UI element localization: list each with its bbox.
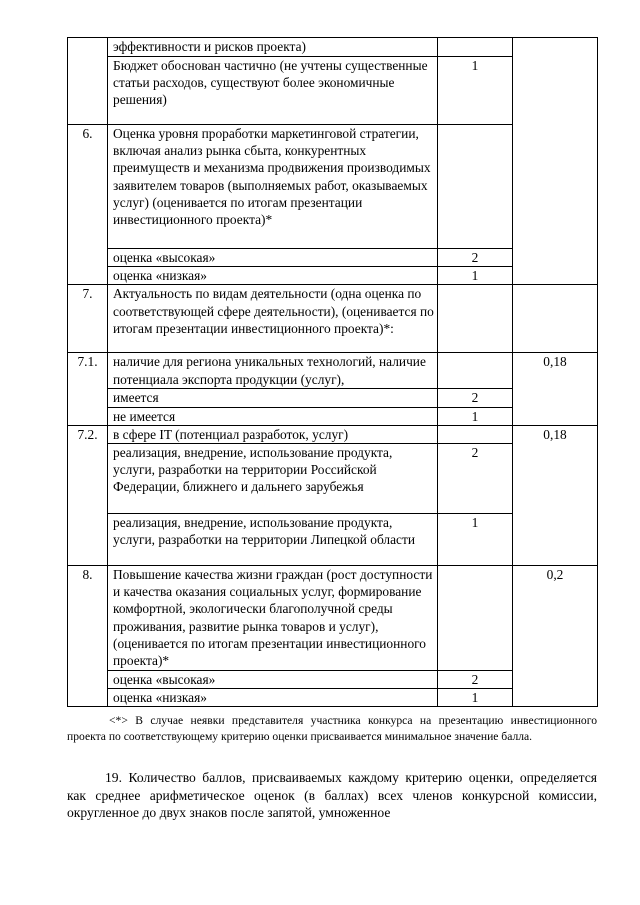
table-row bbox=[68, 566, 598, 671]
score-cell bbox=[438, 353, 513, 389]
weight-value: 0,2 bbox=[513, 566, 598, 707]
score-cell bbox=[438, 125, 513, 249]
criterion-text: реализация, внедрение, использование продукта, услуги, разработки на территории Российской Федерации, ближнего и дальнего зарубежья bbox=[108, 444, 438, 514]
criterion-text: реализация, внедрение, использование продукта, услуги, разработки на территории Липецкой области bbox=[108, 514, 438, 566]
row-number: 7. bbox=[68, 285, 108, 353]
score-cell: 1 bbox=[438, 689, 513, 707]
row-number: 7.2. bbox=[68, 425, 108, 565]
footnote-text: <*> В случае неявки представителя участника конкурса на презентацию инвестиционного проекта по соответствующему критерию оценки присваивается минимальное значение балла. bbox=[67, 714, 597, 743]
score-cell bbox=[438, 566, 513, 671]
table-row bbox=[68, 425, 598, 443]
weight-value: 0,18 bbox=[513, 425, 598, 565]
table-row bbox=[68, 353, 598, 389]
criterion-text: Оценка уровня проработки маркетинговой стратегии, включая анализ рынка сбыта, конкурентных преимуществ и механизма продвижения производимых заявителем товаров (выполняемых работ, оказываемых услуг) (оценивается по итогам презентации инвестиционного проекта)* bbox=[108, 125, 438, 249]
criterion-text: оценка «низкая» bbox=[108, 267, 438, 285]
score-cell: 2 bbox=[438, 444, 513, 514]
score-cell: 2 bbox=[438, 389, 513, 407]
weight-value: 0,18 bbox=[513, 353, 598, 425]
criterion-text: Актуальность по видам деятельности (одна оценка по соответствующей сфере деятельности), (оценивается по итогам презентации инвестиционного проекта)*: bbox=[108, 285, 438, 353]
score-cell bbox=[438, 425, 513, 443]
criterion-text: оценка «высокая» bbox=[108, 249, 438, 267]
criterion-text: в сфере IT (потенциал разработок, услуг) bbox=[108, 425, 438, 443]
criterion-text: наличие для региона уникальных технологий, наличие потенциала экспорта продукции (услуг), bbox=[108, 353, 438, 389]
weight-cell bbox=[513, 38, 598, 285]
row-number-cell bbox=[68, 38, 108, 125]
footnote bbox=[67, 713, 597, 745]
table-row bbox=[68, 285, 598, 353]
row-number: 8. bbox=[68, 566, 108, 707]
score-cell: 1 bbox=[438, 57, 513, 125]
criterion-text: эффективности и рисков проекта) bbox=[108, 38, 438, 57]
criterion-text: Бюджет обоснован частично (не учтены существенные статьи расходов, существуют более экономичные решения) bbox=[108, 57, 438, 125]
body-paragraph: 19. Количество баллов, присваиваемых каждому критерию оценки, определяется как среднее арифметическое оценок (в баллах) всех членов конкурсной комиссии, округленное до двух знаков после запятой, умноженное bbox=[67, 770, 597, 821]
criterion-text: оценка «высокая» bbox=[108, 671, 438, 689]
score-cell: 1 bbox=[438, 407, 513, 425]
row-number: 6. bbox=[68, 125, 108, 285]
criteria-table bbox=[67, 37, 598, 707]
criterion-text: оценка «низкая» bbox=[108, 689, 438, 707]
criterion-text: Повышение качества жизни граждан (рост доступности и качества оказания социальных услуг, формирование комфортной, экологически благополучной среды проживания, развитие рынка товаров и услуг), (оценивается по итогам презентации инвестиционного проекта)* bbox=[108, 566, 438, 671]
score-cell bbox=[438, 38, 513, 57]
table-row bbox=[68, 38, 598, 57]
score-cell: 2 bbox=[438, 249, 513, 267]
score-cell: 1 bbox=[438, 514, 513, 566]
score-cell: 2 bbox=[438, 671, 513, 689]
row-number: 7.1. bbox=[68, 353, 108, 425]
criterion-text: не имеется bbox=[108, 407, 438, 425]
score-cell: 1 bbox=[438, 267, 513, 285]
criterion-text: имеется bbox=[108, 389, 438, 407]
score-cell bbox=[438, 285, 513, 353]
weight-cell bbox=[513, 285, 598, 353]
